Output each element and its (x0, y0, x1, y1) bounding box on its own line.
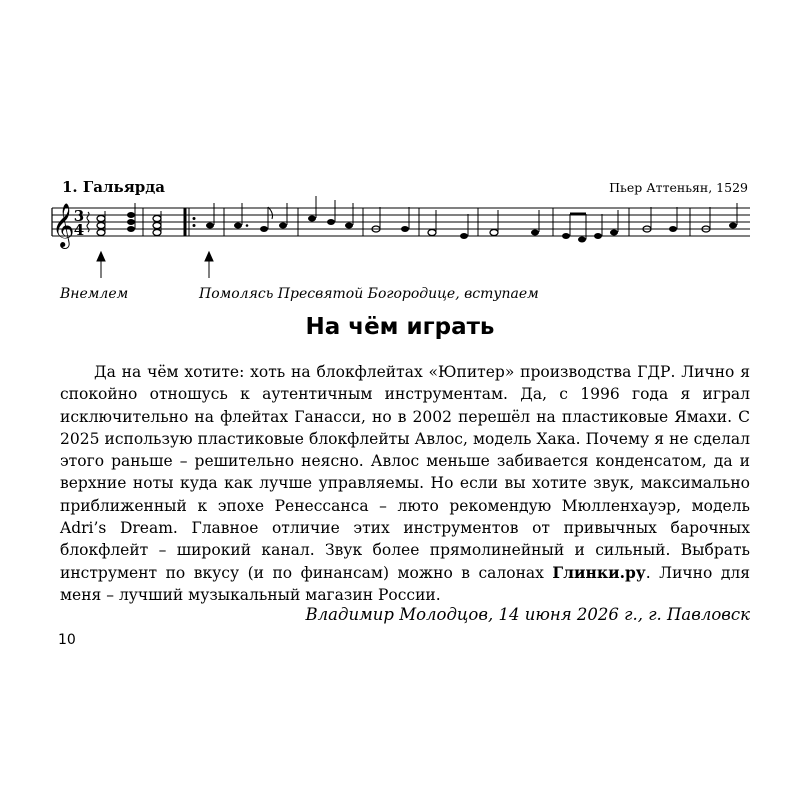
up-arrow-icon (205, 252, 213, 278)
author-signature: Владимир Молодцов, 14 июня 2026 г., г. Павловск (305, 605, 750, 624)
treble-clef-icon: 𝄞 (52, 203, 75, 247)
lyric-cue-2: Помолясь Пресвятой Богородице, вступаем (199, 286, 539, 302)
measure-6 (428, 208, 478, 239)
body-text-part: Да на чём хотите: хоть на блокфлейтах «Юпитер» производства ГДР. Лично я спокойно отношусь к аутентичным инструментам. Да, с 1996 года я играл исключительно на флейтах Ганасси, но в 2002 перешёл на пластиковые Ямахи. С 2025 использую пластиковые блокфлейты Авлос, модель Хака. Почему я не сделал этого раньше – решительно неясно. Авлос меньше забивается конденсатом, да и верхние ноты куда как лучше управляемы. Но если вы хотите звук, максимально приближенный к эпохе Ренессанса – люто рекомендую Мюлленхауэр, модель Adri’s Dream. Главное отличие этих инструментов от привычных барочных блокфлейт – широкий канал. Звук более прямолинейный и сильный. Выбрать инструмент по вкусу (и по финансам) можно в салонах (60, 363, 750, 582)
music-staff (0, 0, 800, 290)
lyric-cue-1: Внемлем (60, 286, 129, 302)
body-text-part: . Лично для меня – лучший музыкальный магазин России. (60, 563, 750, 604)
piece-title: 1. Гальярда (62, 178, 166, 196)
section-heading: На чём играть (305, 314, 495, 340)
time-signature-bottom: 4 (73, 221, 85, 239)
measure-8 (562, 208, 629, 243)
time-signature-top: 3 (73, 207, 85, 225)
up-arrow-icon (97, 252, 105, 278)
composer-credit: Пьер Аттеньян, 1529 (609, 180, 748, 195)
store-name: Глинки.ру (552, 562, 646, 582)
measure-4 (308, 196, 363, 236)
body-paragraph (60, 361, 750, 606)
measure-10 (702, 203, 737, 232)
page-number: 10 (58, 632, 76, 648)
